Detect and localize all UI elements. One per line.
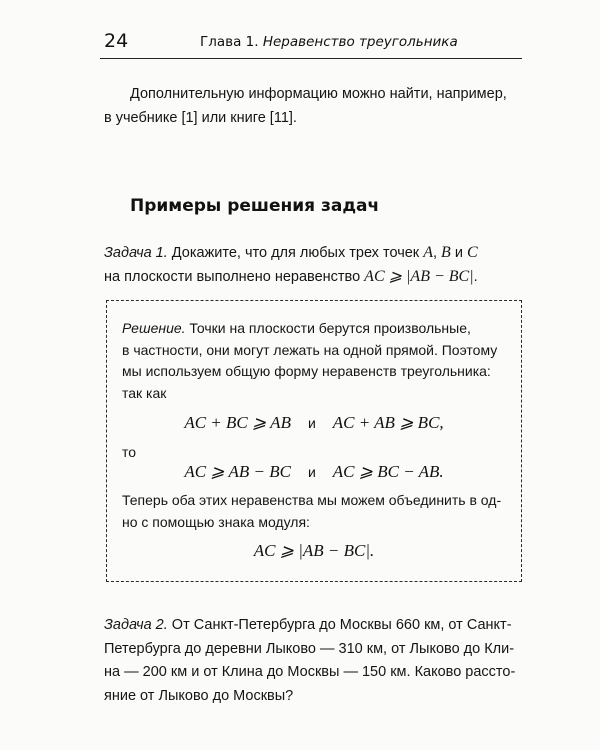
formula-1 xyxy=(106,413,522,433)
formula-2-left: AC ⩾ AB − BC xyxy=(184,462,291,481)
formula-1-right: AC + AB ⩾ BC, xyxy=(332,413,444,432)
intro-line: Дополнительную информацию можно найти, например, xyxy=(130,86,507,102)
chapter-title: Неравенство треугольника xyxy=(262,34,458,50)
section-title: Примеры решения задач xyxy=(130,196,380,216)
combine-line: но с помощью знака модуля: xyxy=(122,513,310,530)
solution-line: так как xyxy=(122,384,167,401)
formula-conjunction: и xyxy=(307,415,316,431)
combine-paragraph xyxy=(122,490,501,533)
period: . xyxy=(473,269,478,285)
point-a: A xyxy=(423,244,433,261)
running-head xyxy=(200,34,458,50)
task-2 xyxy=(104,614,524,708)
task-1-line xyxy=(104,265,524,289)
task-1-text: Докажите, что для любых трех точек xyxy=(167,245,424,261)
combine-line: Теперь оба этих неравенства мы можем объединить в од- xyxy=(122,492,502,508)
solution-line: в частности, они могут лежать на одной прямой. Поэтому xyxy=(122,341,498,358)
point-b: B xyxy=(441,244,451,261)
solution-text xyxy=(122,318,514,404)
solution-line xyxy=(122,318,514,340)
chapter-label: Глава 1. xyxy=(200,34,259,50)
separator: , xyxy=(432,245,442,261)
solution-text-span: Точки на плоскости берутся произвольные, xyxy=(185,320,471,336)
page-number: 24 xyxy=(104,30,129,52)
formula-1-left: AC + BC ⩾ AB xyxy=(184,413,291,432)
solution-line: мы используем общую форму неравенств треугольника: xyxy=(122,363,491,379)
task-2-line: на — 200 км и от Клина до Москвы — 150 км. Каково рассто- xyxy=(104,664,516,680)
to-word: то xyxy=(122,444,137,460)
conjunction: и xyxy=(450,245,467,261)
task-1-label: Задача 1. xyxy=(104,245,168,261)
task-2-label: Задача 2. xyxy=(104,617,168,633)
formula-conjunction: и xyxy=(307,464,316,480)
header-rule xyxy=(100,58,522,59)
task-2-text: От Санкт-Петербурга до Москвы 660 км, от Санкт- xyxy=(167,617,512,633)
task-2-line: Петербурга до деревни Лыково — 310 км, от Лыково до Кли- xyxy=(104,640,515,657)
task-1-line xyxy=(104,241,524,265)
task-1-text: на плоскости выполнено неравенство xyxy=(104,269,365,285)
intro-line: в учебнике [1] или книге [11]. xyxy=(104,110,297,126)
task-1 xyxy=(104,241,524,289)
formula-3: AC ⩾ |AB − BC|. xyxy=(253,541,375,560)
formula-2-right: AC ⩾ BC − AB. xyxy=(332,462,444,481)
task-2-line xyxy=(104,614,524,638)
task-2-line: яние от Лыково до Москвы? xyxy=(104,687,294,704)
intro-paragraph xyxy=(104,82,524,130)
solution-label: Решение. xyxy=(122,320,186,336)
point-c: C xyxy=(466,244,478,261)
task-1-inequality: AC ⩾ |AB − BC| xyxy=(364,268,474,285)
formula-2 xyxy=(106,462,522,482)
